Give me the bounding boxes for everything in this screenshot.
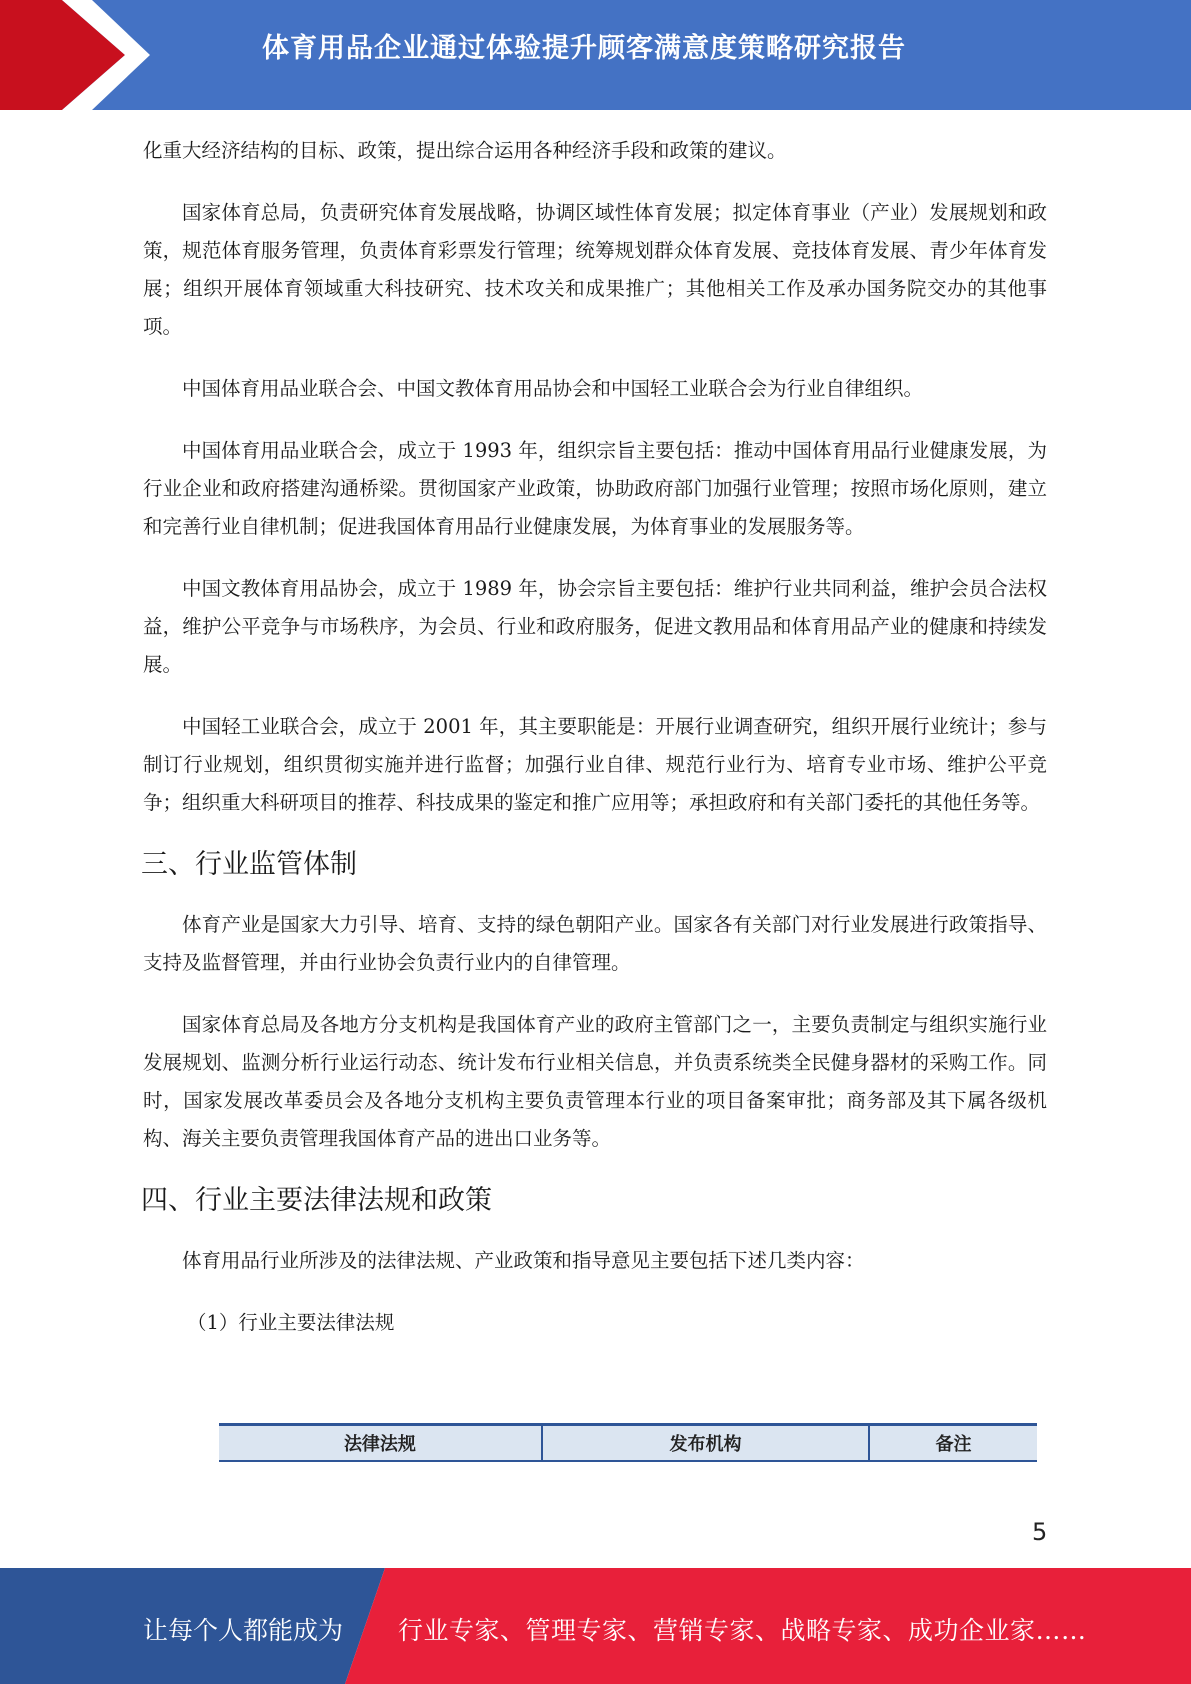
paragraph: 体育产业是国家大力引导、培育、支持的绿色朝阳产业。国家各有关部门对行业发展进行政策指导、支持及监督管理，并由行业协会负责行业内的自律管理。 [143,913,1047,974]
paragraph: 中国体育用品业联合会，成立于 1993 年，组织宗旨主要包括：推动中国体育用品行业健康发展，为行业企业和政府搭建沟通桥梁。贯彻国家产业政策，协助政府部门加强行业管理；按照市场化原则，建立和完善行业自律机制；促进我国体育用品行业健康发展，为体育事业的发展服务等。 [143,439,1047,538]
document-body [143,132,1047,1366]
footer-slogan-left: 让每个人都能成为 [143,1616,344,1645]
page-header [0,0,1191,110]
paragraph: 中国文教体育用品协会，成立于 1989 年，协会宗旨主要包括：维护行业共同利益，维护会员合法权益，维护公平竞争与市场秩序，为会员、行业和政府服务，促进文教用品和体育用品产业的健康和持续发展。 [143,577,1047,676]
table-header-row [219,1425,1037,1462]
section-heading: 三、行业监管体制 [141,849,357,880]
footer-slogan-right: 行业专家、管理专家、营销专家、战略专家、成功企业家…… [398,1616,1087,1645]
page-number: 5 [1032,1518,1048,1546]
report-title: 体育用品企业通过体验提升顾客满意度策略研究报告 [262,33,906,64]
paragraph: 化重大经济结构的目标、政策，提出综合运用各种经济手段和政策的建议。 [143,139,787,162]
column-header-issuer: 发布机构 [542,1425,869,1462]
column-header-remarks: 备注 [869,1425,1037,1462]
paragraph: 体育用品行业所涉及的法律法规、产业政策和指导意见主要包括下述几类内容： [182,1249,865,1272]
law-table-container [219,1423,1037,1462]
paragraph: 国家体育总局及各地方分支机构是我国体育产业的政府主管部门之一，主要负责制定与组织实施行业发展规划、监测分析行业运行动态、统计发布行业相关信息，并负责系统类全民健身器材的采购工作。同时，国家发展改革委员会及各地分支机构主要负责管理本行业的项目备案审批；商务部及其下属各级机构、海关主要负责管理我国体育产品的进出口业务等。 [143,1013,1047,1150]
column-header-law: 法律法规 [219,1425,542,1462]
page-footer [0,1568,1191,1684]
law-table [219,1423,1037,1462]
section-heading: 四、行业主要法律法规和政策 [141,1185,492,1216]
subsection-label: （1）行业主要法律法规 [187,1311,395,1334]
paragraph: 国家体育总局，负责研究体育发展战略，协调区域性体育发展；拟定体育事业（产业）发展规划和政策，规范体育服务管理，负责体育彩票发行管理；统筹规划群众体育发展、竞技体育发展、青少年体育发展；组织开展体育领域重大科技研究、技术攻关和成果推广；其他相关工作及承办国务院交办的其他事项。 [143,201,1047,338]
paragraph: 中国体育用品业联合会、中国文教体育用品协会和中国轻工业联合会为行业自律组织。 [182,377,924,400]
paragraph: 中国轻工业联合会，成立于 2001 年，其主要职能是：开展行业调查研究，组织开展行业统计；参与制订行业规划，组织贯彻实施并进行监督；加强行业自律、规范行业行为、培育专业市场、维护公平竞争；组织重大科研项目的推荐、科技成果的鉴定和推广应用等；承担政府和有关部门委托的其他任务等。 [143,715,1047,814]
